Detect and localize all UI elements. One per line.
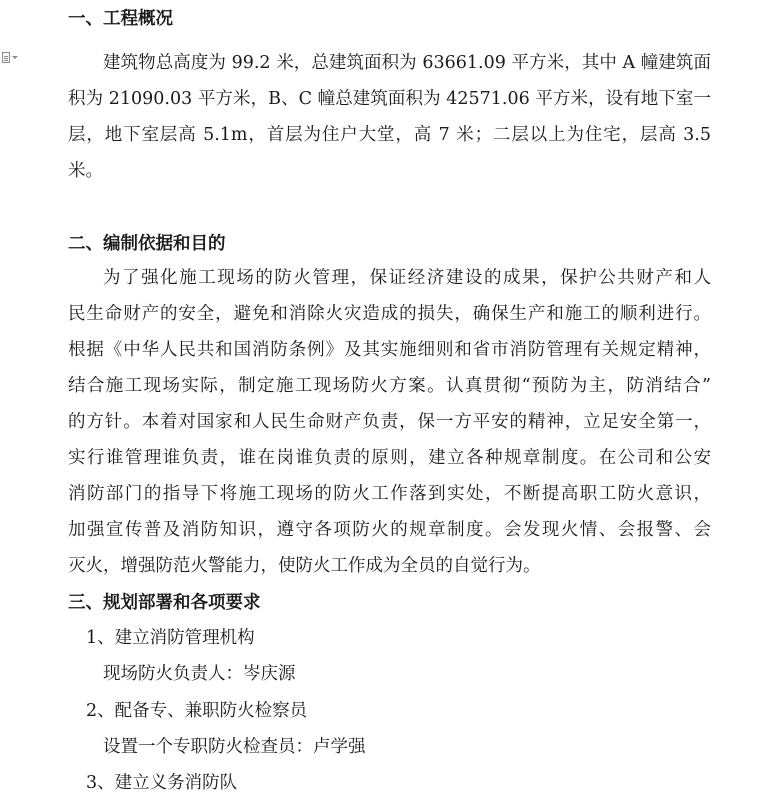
paragraph-line: 根据《中华人民共和国消防条例》及其实施细则和省市消防管理有关规定精神， [68,340,711,360]
list-item-label: 2、配备专、兼职防火检察员 [86,701,308,721]
list-item-label: 3、建立义务消防队 [86,773,238,793]
list-item-detail: 设置一个专职防火检查员：卢学强 [103,737,366,757]
paragraph-line: 的方针。本着对国家和人民生命财产负责，保一方平安的精神，立足安全第一， [68,412,711,432]
document-icon [2,52,10,63]
paragraph-line: 层，地下室层高 5.1m，首层为住户大堂，高 7 米；二层以上为住宅，层高 3.5 [68,125,711,145]
list-item-detail: 现场防火负责人：岑庆源 [103,664,296,684]
chevron-down-icon [12,56,18,59]
paragraph-line: 实行谁管理谁负责，谁在岗谁负责的原则，建立各种规章制度。在公司和公安 [68,448,711,468]
paragraph-line: 积为 21090.03 平方米，B、C 幢总建筑面积为 42571.06 平方米，设有地下室一 [68,89,711,109]
section-heading-2: 二、编制依据和目的 [68,234,226,254]
section-heading-1: 一、工程概况 [68,9,173,29]
paragraph-line: 结合施工现场实际，制定施工现场防火方案。认真贯彻“预防为主，防消结合” [68,376,711,396]
paragraph-line: 民生命财产的安全，避免和消除火灾造成的损失，确保生产和施工的顺利进行。 [68,304,711,324]
paragraph-line: 建筑物总高度为 99.2 米，总建筑面积为 63661.09 平方米，其中 A 幢建筑面 [103,53,711,73]
paragraph-line: 灭火，增强防范火警能力，使防火工作成为全员的自觉行为。 [68,556,541,576]
paragraph-line: 米。 [68,161,103,181]
paragraph-options-icon[interactable] [2,50,26,64]
paragraph-line: 加强宣传普及消防知识，遵守各项防火的规章制度。会发现火情、会报警、会 [68,520,711,540]
paragraph-line: 消防部门的指导下将施工现场的防火工作落到实处，不断提高职工防火意识， [68,484,711,504]
section-heading-3: 三、规划部署和各项要求 [68,593,261,613]
paragraph-line: 为了强化施工现场的防火管理，保证经济建设的成果，保护公共财产和人 [103,268,711,288]
list-item-label: 1、建立消防管理机构 [86,628,255,648]
